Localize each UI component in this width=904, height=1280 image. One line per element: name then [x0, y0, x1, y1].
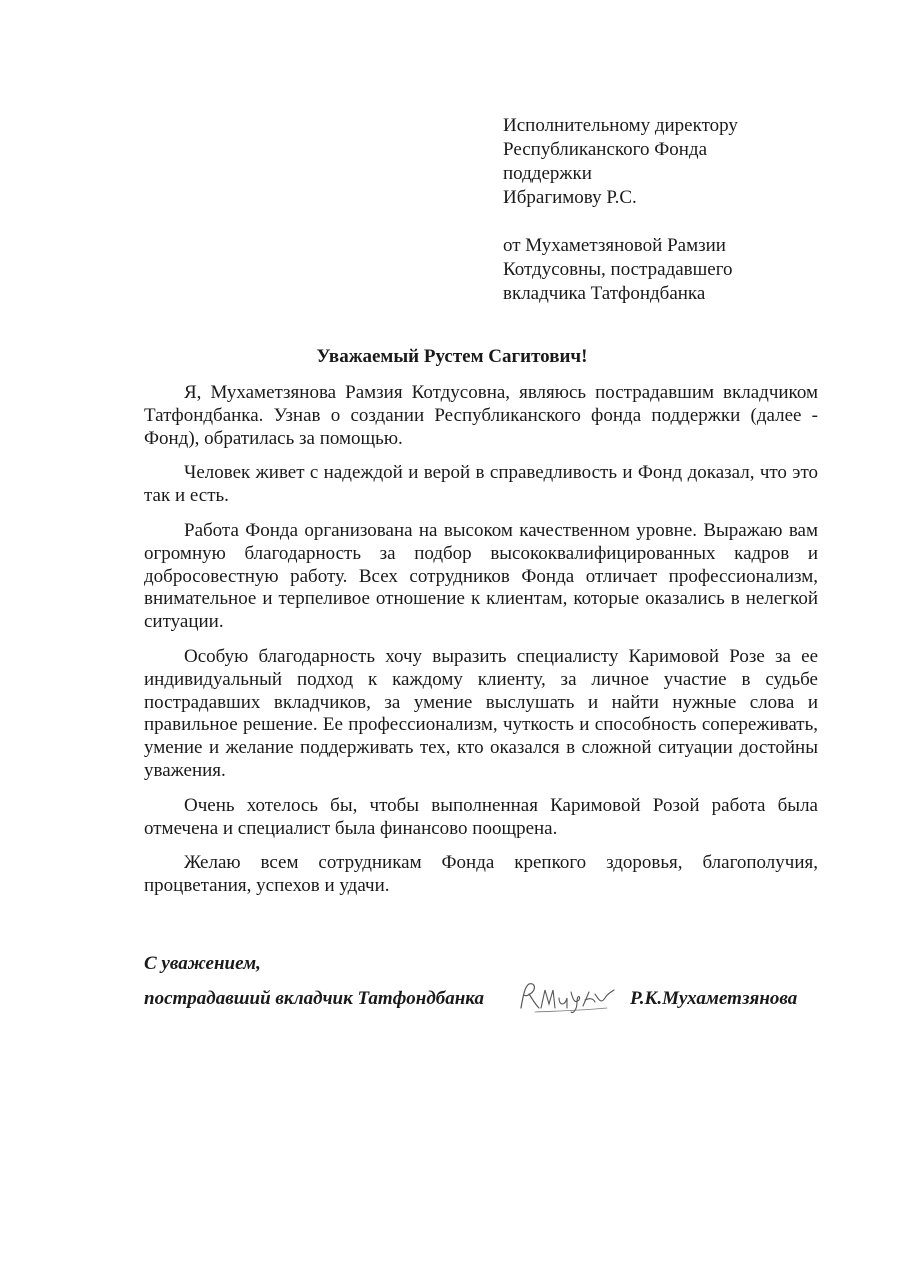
signer-role: пострадавший вкладчик Татфондбанка: [144, 988, 484, 1009]
body-paragraph: Человек живет с надеждой и верой в справедливость и Фонд доказал, что это так и есть.: [144, 462, 818, 507]
handwritten-signature: [515, 978, 615, 1018]
body-paragraph: Работа Фонда организована на высоком качественном уровне. Выражаю вам огромную благодарность за подбор высококвалифицированных кадров и добросовестную работу. Всех сотрудников Фонда отличает профессионализм, внимательное и терпеливое отношение к клиентам, которые оказались в нелегкой ситуации.: [144, 519, 818, 633]
body-paragraph: Особую благодарность хочу выразить специалисту Каримовой Розе за ее индивидуальный подход к каждому клиенту, за личное участие в судьбе пострадавших вкладчиков, за умение выслушать и найти нужные слова и правильное решение. Ее профессионализм, чуткость и способность сопереживать, умение и желание поддерживать тех, кто оказался в сложной ситуации достойны уважения.: [144, 645, 818, 781]
addressee-block: [503, 114, 803, 306]
sender-line: Котдусовны, пострадавшего: [503, 259, 733, 280]
signature-row: [144, 984, 844, 1024]
addressee-line: Республиканского Фонда: [503, 139, 708, 160]
letter-greeting: Уважаемый Рустем Сагитович!: [316, 346, 588, 367]
addressee-spacer: [503, 210, 803, 234]
body-paragraph: Очень хотелось бы, чтобы выполненная Каримовой Розой работа была отмечена и специалист была финансово поощрена.: [144, 794, 818, 839]
sender-line: вкладчика Татфондбанка: [503, 283, 706, 304]
signer-name: Р.К.Мухаметзянова: [630, 988, 798, 1009]
body-paragraph: Желаю всем сотрудникам Фонда крепкого здоровья, благополучия, процветания, успехов и удачи.: [144, 852, 818, 897]
addressee-line: поддержки: [503, 163, 592, 184]
addressee-name: Ибрагимову Р.С.: [503, 187, 637, 208]
body-paragraph: Я, Мухаметзянова Рамзия Котдусовна, являюсь пострадавшим вкладчиком Татфондбанка. Узнав о создании Республиканского фонда поддержки (далее - Фонд), обратилась за помощью.: [144, 382, 818, 449]
sender-line: от Мухаметзяновой Рамзии: [503, 235, 726, 256]
letter-body: [144, 382, 818, 910]
addressee-line: Исполнительному директору: [503, 115, 738, 136]
letter-closing: С уважением,: [144, 953, 261, 974]
